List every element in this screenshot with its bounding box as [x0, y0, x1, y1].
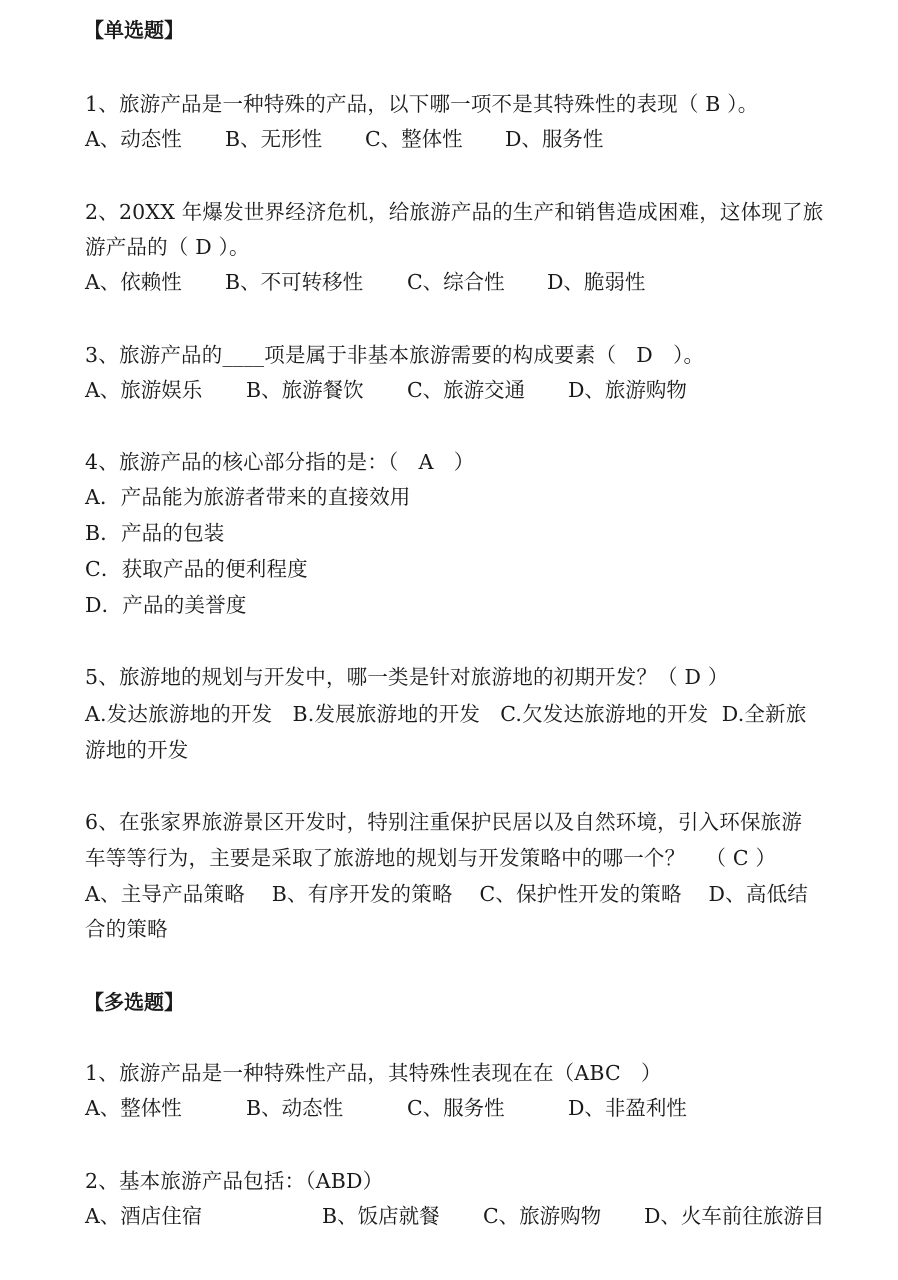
- question-5-options-line-2: 游地的开发: [85, 738, 189, 762]
- question-1-option-d: D、服务性: [505, 127, 604, 151]
- question-6-stem-line-1: 6、在张家界旅游景区开发时，特别注重保护民居以及自然环境，引入环保旅游: [85, 810, 803, 834]
- multi-question-1-option-d: D、非盈利性: [568, 1096, 687, 1120]
- question-1-option-a: A、动态性: [85, 127, 182, 151]
- question-4-option-d: D．产品的美誉度: [85, 593, 247, 617]
- multi-choice-heading: 【多选题】: [84, 990, 184, 1014]
- question-3-stem: 3、旅游产品的____项是属于非基本旅游需要的构成要素（ D ）。: [85, 343, 705, 367]
- multi-question-2-option-d: D、火车前往旅游目: [644, 1204, 825, 1228]
- question-3-option-b: B、旅游餐饮: [246, 378, 364, 402]
- question-4-option-b: B．产品的包装: [85, 521, 225, 545]
- multi-question-1-option-b: B、动态性: [246, 1096, 344, 1120]
- multi-question-1-stem: 1、旅游产品是一种特殊性产品，其特殊性表现在在（ABC ）: [85, 1061, 662, 1085]
- question-1-option-b: B、无形性: [225, 127, 323, 151]
- question-1-option-c: C、整体性: [365, 127, 463, 151]
- question-3-option-a: A、旅游娱乐: [85, 378, 203, 402]
- multi-question-2-option-b: B、饭店就餐: [322, 1204, 440, 1228]
- question-4-stem: 4、旅游产品的核心部分指的是：（ A ）: [85, 450, 475, 474]
- question-2-option-c: C、综合性: [407, 270, 505, 294]
- question-2-option-b: B、不可转移性: [225, 270, 364, 294]
- multi-question-1-option-a: A、整体性: [85, 1096, 182, 1120]
- question-5-stem: 5、旅游地的规划与开发中，哪一类是针对旅游地的初期开发？（ D ）: [85, 665, 729, 689]
- question-4-option-c: C．获取产品的便利程度: [85, 557, 308, 581]
- multi-question-2-option-c: C、旅游购物: [483, 1204, 602, 1228]
- question-1-stem: 1、旅游产品是一种特殊的产品，以下哪一项不是其特殊性的表现（ B ）。: [85, 92, 759, 116]
- question-3-option-c: C、旅游交通: [407, 378, 526, 402]
- multi-question-2-option-a: A、酒店住宿: [85, 1204, 203, 1228]
- question-2-option-d: D、脆弱性: [547, 270, 646, 294]
- question-2-option-a: A、依赖性: [85, 270, 182, 294]
- question-2-stem-line-1: 2、20XX 年爆发世界经济危机，给旅游产品的生产和销售造成困难，这体现了旅: [85, 200, 824, 224]
- multi-question-2-stem: 2、基本旅游产品包括：（ABD）: [85, 1169, 384, 1193]
- question-6-stem-line-2: 车等等行为，主要是采取了旅游地的规划与开发策略中的哪一个？ （ C ）: [85, 846, 777, 870]
- question-6-options-line-2: 合的策略: [85, 917, 168, 941]
- question-3-option-d: D、旅游购物: [568, 378, 687, 402]
- question-4-option-a: A．产品能为旅游者带来的直接效用: [85, 485, 411, 509]
- multi-question-1-option-c: C、服务性: [407, 1096, 505, 1120]
- single-choice-heading: 【单选题】: [84, 18, 184, 42]
- question-6-options-line-1: A、主导产品策略 B、有序开发的策略 C、保护性开发的策略 D、高低结: [85, 882, 808, 906]
- question-5-options-line-1: A.发达旅游地的开发 B.发展旅游地的开发 C.欠发达旅游地的开发 D.全新旅: [85, 702, 807, 726]
- question-2-stem-line-2: 游产品的（ D ）。: [85, 235, 250, 259]
